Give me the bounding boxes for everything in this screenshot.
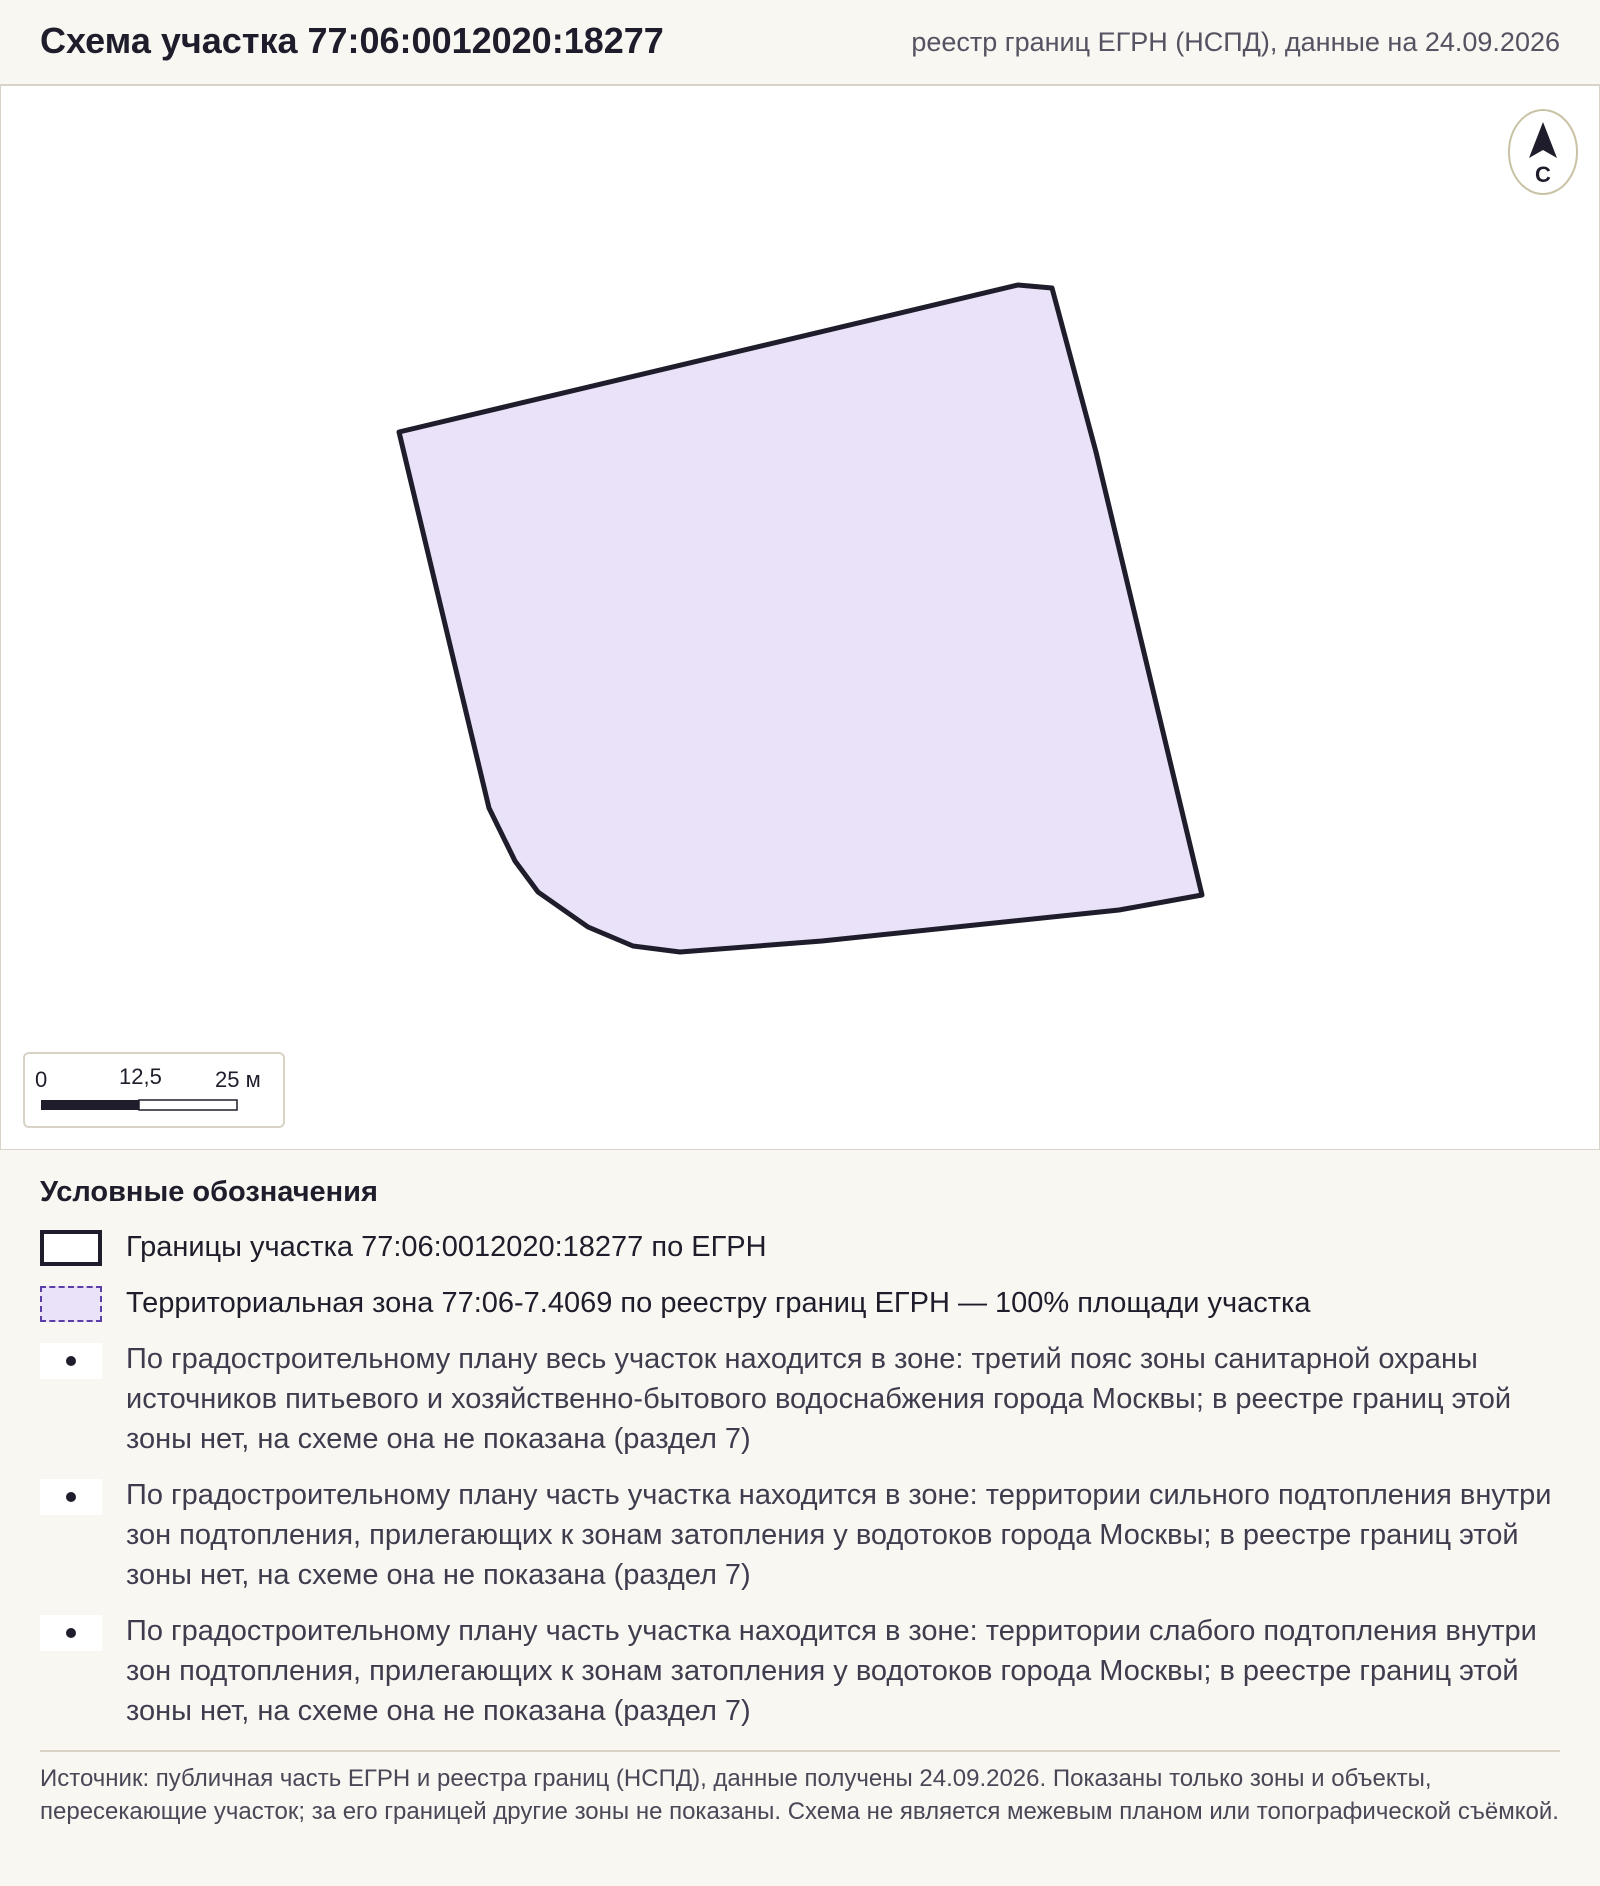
legend-item-label: Границы участка 77:06:0012020:18277 по ЕГРН	[126, 1231, 767, 1263]
north-arrow	[1507, 108, 1579, 196]
source-footnote: Источник: публичная часть ЕГРН и реестра границ (НСПД), данные получены 24.09.2026. Показаны только зоны и объекты, пересекающие участок; за его границей другие зоны не показаны. Схема не является межевым планом или топографической съёмкой.	[40, 1765, 1559, 1825]
scale-bar-graphic	[25, 1054, 283, 1126]
header	[0, 0, 1600, 86]
legend	[40, 1176, 1560, 1747]
north-arrow-icon	[1507, 108, 1579, 196]
legend-item-sanitary-zone-note	[40, 1339, 1560, 1459]
page-subtitle: реестр границ ЕГРН (НСПД), данные на 24.09.2026	[911, 27, 1560, 57]
bullet-dot-icon	[40, 1615, 102, 1651]
page-title: Схема участка 77:06:0012020:18277	[40, 20, 664, 61]
legend-item-territorial-zone	[40, 1283, 1560, 1323]
scale-label-0: 0	[35, 1067, 48, 1092]
legend-item-label: Территориальная зона 77:06-7.4069 по реестру границ ЕГРН — 100% площади участка	[126, 1287, 1311, 1319]
scale-bar	[23, 1052, 285, 1128]
scale-label-end: 25 м	[215, 1067, 261, 1092]
legend-title: Условные обозначения	[40, 1176, 378, 1208]
parcel-polygon[interactable]	[399, 285, 1202, 952]
bullet-dot-icon	[40, 1343, 102, 1379]
bullet-dot-icon	[40, 1479, 102, 1515]
map-canvas[interactable]	[0, 85, 1600, 1150]
legend-item-weak-flooding-note	[40, 1611, 1560, 1731]
footer-divider	[40, 1750, 1560, 1752]
legend-item-strong-flooding-note	[40, 1475, 1560, 1595]
legend-item-label: По градостроительному плану весь участок находится в зоне: третий пояс зоны санитарной охраны источников питьевого и хозяйственно-бытового водоснабжения города Москвы; в реестре границ этой зоны нет, на схеме она не показана (раздел 7)	[126, 1343, 1512, 1455]
legend-item-parcel-boundary	[40, 1227, 1560, 1267]
legend-item-label: По градостроительному плану часть участка находится в зоне: территории слабого подтопления внутри зон подтопления, прилегающих к зонам затопления у водотоков города Москвы; в реестре границ этой зоны нет, на схеме она не показана (раздел 7)	[126, 1615, 1537, 1727]
territorial-zone-swatch	[40, 1286, 102, 1322]
map-svg	[1, 86, 1599, 1149]
scale-label-mid: 12,5	[119, 1064, 162, 1089]
legend-item-label: По градостроительному плану часть участка находится в зоне: территории сильного подтопления внутри зон подтопления, прилегающих к зонам затопления у водотоков города Москвы; в реестре границ этой зоны нет, на схеме она не показана (раздел 7)	[126, 1479, 1552, 1591]
parcel-boundary-swatch	[40, 1230, 102, 1266]
north-letter: С	[1535, 162, 1551, 187]
